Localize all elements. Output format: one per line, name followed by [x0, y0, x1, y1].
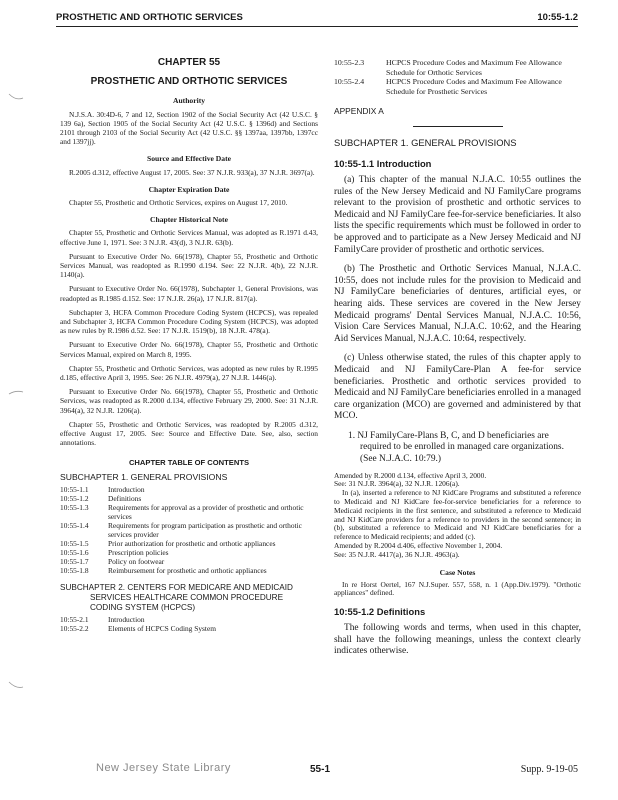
toc-entry-number: 10:55-2.2 [60, 623, 89, 633]
toc-entry-number: 10:55-1.4 [60, 520, 89, 530]
amendment-note: See: 31 N.J.R. 3964(a), 32 N.J.R. 1206(a). [334, 479, 460, 489]
toc-subchapter-2: SUBCHAPTER 2. CENTERS FOR MEDICARE AND MEDICAID SERVICES HEALTHCARE COMMON PROCEDURE CODING SYSTEM (HCPCS) [60, 582, 293, 612]
library-watermark: New Jersey State Library [96, 762, 231, 774]
toc-entry [60, 548, 318, 557]
historical-note: Pursuant to Executive Order No. 66(1978), Chapter 55, Prosthetic and Orthotic Services, was readopted as R.2000 d.134, effective February 29, 2000. See: 31 N.J.R. 3964(a), 32 N.J.R. 1206(a). [60, 387, 318, 415]
historical-note: Chapter 55, Prosthetic and Orthotic Services, was adopted as new rules by R.1995 d.185, effective April 3, 1995. See: 26 N.J.R. 4979(a), 27 N.J.R. 1446(a). [60, 363, 318, 383]
subchapter-heading: SUBCHAPTER 1. GENERAL PROVISIONS [334, 137, 517, 148]
toc-entry [334, 58, 581, 77]
page-footer [0, 760, 618, 780]
amendment-note: Amended by R.2000 d.134, effective April 3, 2000. [334, 470, 487, 480]
toc-entry-number: 10:55-2.4 [334, 77, 365, 86]
source-text: R.2005 d.312, effective August 17, 2005. See: 37 N.J.R. 933(a), 37 N.J.R. 3697(a). [69, 167, 315, 177]
authority-text: N.J.S.A. 30:4D-6, 7 and 12, Section 1902 of the Social Security Act (42 U.S.C. § 139 6a), Section 1905 of the Social Security Act (42 U.S.C. § 1396d) and Sections 2101 through 2103 of the Social Security Act (42 U.S.C. §§ 1397aa, 1397bb, 1397cc and 1397jj). [60, 109, 318, 147]
toc-entry-title: Introduction [108, 614, 145, 624]
toc-entry [60, 566, 318, 575]
toc-subchapter-1: SUBCHAPTER 1. GENERAL PROVISIONS [60, 471, 228, 482]
toc-entry [60, 624, 318, 633]
historical-note: Pursuant to Executive Order No. 66(1978), Chapter 55, Prosthetic and Orthotic Services Manual, was readopted as R.1990 d.194. See: 22 N.J.R. 4(b), 22 N.J.R. 1140(a). [60, 251, 318, 280]
binding-mark-icon [8, 388, 24, 398]
toc-entry-title: HCPCS Procedure Codes and Maximum Fee Allowance Schedule for Prosthetic Services [386, 77, 562, 96]
toc-entry [60, 485, 318, 494]
expiration-heading: Chapter Expiration Date [148, 184, 230, 194]
toc-entry [60, 557, 318, 566]
toc-entry [60, 539, 318, 548]
toc-entry-title: Elements of HCPCS Coding System [108, 623, 216, 633]
toc-entry-title: Reimbursement for prosthetic and orthotic appliances [108, 565, 267, 575]
rule-subitem: 1. NJ FamilyCare-Plans B, C, and D beneficiaries are required to be enrolled in managed care organizations. (See N.J.A.C. 10:79.) [348, 430, 564, 465]
rule-paragraph: (b) The Prosthetic and Orthotic Services Manual, N.J.A.C. 10:55, does not include rules for the provision to Medicaid and NJ FamilyCare beneficiaries of dentures, artificial eyes, or hearing aids. These services are covered in the New Jersey Medicaid programs' Dental Services Manual, N.J.A.C. 10:56, Vision Care Services Manual, N.J.A.C. 10:62, and the Hearing Aid Services Manual, N.J.A.C. 10:64, respectively. [334, 264, 581, 344]
toc-entry-number: 10:55-1.2 [60, 493, 89, 503]
toc-entry-title: Definitions [108, 493, 142, 503]
toc-entry [60, 494, 318, 503]
authority-heading: Authority [172, 96, 206, 106]
binding-mark-icon [8, 92, 24, 102]
header-title: PROSTHETIC AND ORTHOTIC SERVICES [56, 12, 243, 23]
toc-entry [60, 503, 318, 521]
toc-entry-number: 10:55-1.7 [60, 556, 89, 566]
right-column [334, 58, 581, 666]
amendment-note: See: 35 N.J.R. 4417(a), 36 N.J.R. 4963(a). [334, 549, 460, 559]
amendment-detail: In (a), inserted a reference to NJ KidCare Programs and substituted a reference to Medicaid and NJ KidCare fee-for-service beneficiaries for a reference to Medicaid recipients in the first sentence, and substituted a reference to Medicaid and NJ KidCare providers for a reference to providers in the second sentence; in (b), substituted a reference to Medicaid and NJ KidCare beneficiaries for a reference to Medicaid recipients; and added (c). [334, 488, 581, 542]
toc-entry-number: 10:55-1.6 [60, 547, 89, 557]
rule-paragraph: (a) This chapter of the manual N.J.A.C. 10:55 outlines the rules of the New Jersey Medicaid and NJ FamilyCare programs relevant to the provision of prosthetic and orthotic services to Medicaid and NJ FamilyCare fee-for-service beneficiaries. It also lists the specific requirements which must be followed in order to be approved and to participate as a New Jersey Medicaid and NJ FamilyCare provider of prosthetic and orthotic services. [334, 175, 581, 255]
toc-heading: CHAPTER TABLE OF CONTENTS [128, 457, 250, 467]
toc-entry-number: 10:55-2.1 [60, 614, 89, 624]
header-section-number: 10:55-1.2 [537, 12, 578, 23]
toc-entry-number: 10:55-1.5 [60, 538, 89, 548]
toc-entry [334, 77, 581, 96]
rule-paragraph: (c) Unless otherwise stated, the rules of this chapter apply to Medicaid and NJ FamilyCare-Plan A fee-for service beneficiaries. Prosthetic and orthotic services provided to Medicaid and NJ FamilyCare beneficiaries enrolled in a managed care organization (MCO) are governed and administered by that MCO. [334, 353, 581, 422]
toc-entry-title: Prescription policies [108, 547, 169, 557]
running-header [56, 12, 578, 27]
rule-paragraph: The following words and terms, when used in this chapter, shall have the following meanings, unless the context clearly indicates otherwise. [334, 623, 581, 657]
toc-entry-title: Requirements for program participation as prosthetic and orthotic services provider [108, 520, 302, 539]
toc-entry [60, 615, 318, 624]
appendix-entry: APPENDIX A [334, 106, 384, 116]
historical-heading: Chapter Historical Note [150, 215, 228, 225]
left-column [60, 58, 318, 633]
historical-note: Chapter 55, Prosthetic and Orthotic Services, was readopted by R.2005 d.312, effective August 17, 2005. See: Source and Effective Date. See, also, section annotations. [60, 419, 318, 448]
toc-entry-number: 10:55-2.3 [334, 58, 365, 67]
toc-entry [60, 521, 318, 539]
case-note: In re Horst Oertel, 167 N.J.Super. 557, 558, n. 1 (App.Div.1979). "Orthotic appliances" defined. [334, 579, 581, 598]
chapter-number: CHAPTER 55 [157, 57, 221, 68]
section-heading-introduction: 10:55-1.1 Introduction [334, 158, 432, 169]
historical-note: Pursuant to Executive Order No. 66(1978), Chapter 55, Prosthetic and Orthotic Services Manual, expired on March 8, 1995. [60, 340, 318, 359]
toc-entry-number: 10:55-1.3 [60, 502, 89, 512]
section-heading-definitions: 10:55-1.2 Definitions [334, 606, 426, 618]
supplement-date: Supp. 9-19-05 [520, 764, 578, 775]
toc-entry-number: 10:55-1.1 [60, 484, 89, 494]
toc-entry-title: Introduction [108, 484, 145, 494]
expiration-text: Chapter 55, Prosthetic and Orthotic Services, expires on August 17, 2010. [69, 198, 288, 208]
toc-entry-title: Requirements for approval as a provider of prosthetic and orthotic services [108, 502, 304, 521]
toc-entry-title: Prior authorization for prosthetic and orthotic appliances [108, 538, 276, 548]
page-number: 55-1 [310, 764, 331, 775]
toc-entry-title: Policy on footwear [108, 556, 165, 566]
section-divider [413, 126, 503, 127]
binding-mark-icon [8, 680, 24, 690]
source-heading: Source and Effective Date [146, 154, 231, 164]
case-notes-heading: Case Notes [439, 567, 476, 577]
historical-note: Chapter 55, Prosthetic and Orthotic Services Manual, was adopted as R.1971 d.43, effective June 1, 1971. See: 3 N.J.R. 43(d), 3 N.J.R. 63(b). [60, 228, 318, 247]
toc-entry-number: 10:55-1.8 [60, 565, 89, 575]
toc-entry-title: HCPCS Procedure Codes and Maximum Fee Allowance Schedule for Orthotic Services [386, 58, 562, 77]
historical-note: Subchapter 3, HCFA Common Procedure Coding System (HCPCS), was repealed and Subchapter 3, HCFA Common Procedure Coding System (HCPCS), was adopted as new rules by R.1986 d.52. See: 17 N.J.R. 1519(b), 18 N.J.R. 478(a). [60, 307, 318, 336]
amendment-note: Amended by R.2004 d.406, effective November 1, 2004. [334, 541, 503, 551]
chapter-title: PROSTHETIC AND ORTHOTIC SERVICES [90, 76, 288, 88]
historical-note: Pursuant to Executive Order No. 66(1978), Subchapter 1, General Provisions, was readopted as R.1985 d.152. See: 17 N.J.R. 26(a), 17 N.J.R. 817(a). [60, 284, 318, 303]
